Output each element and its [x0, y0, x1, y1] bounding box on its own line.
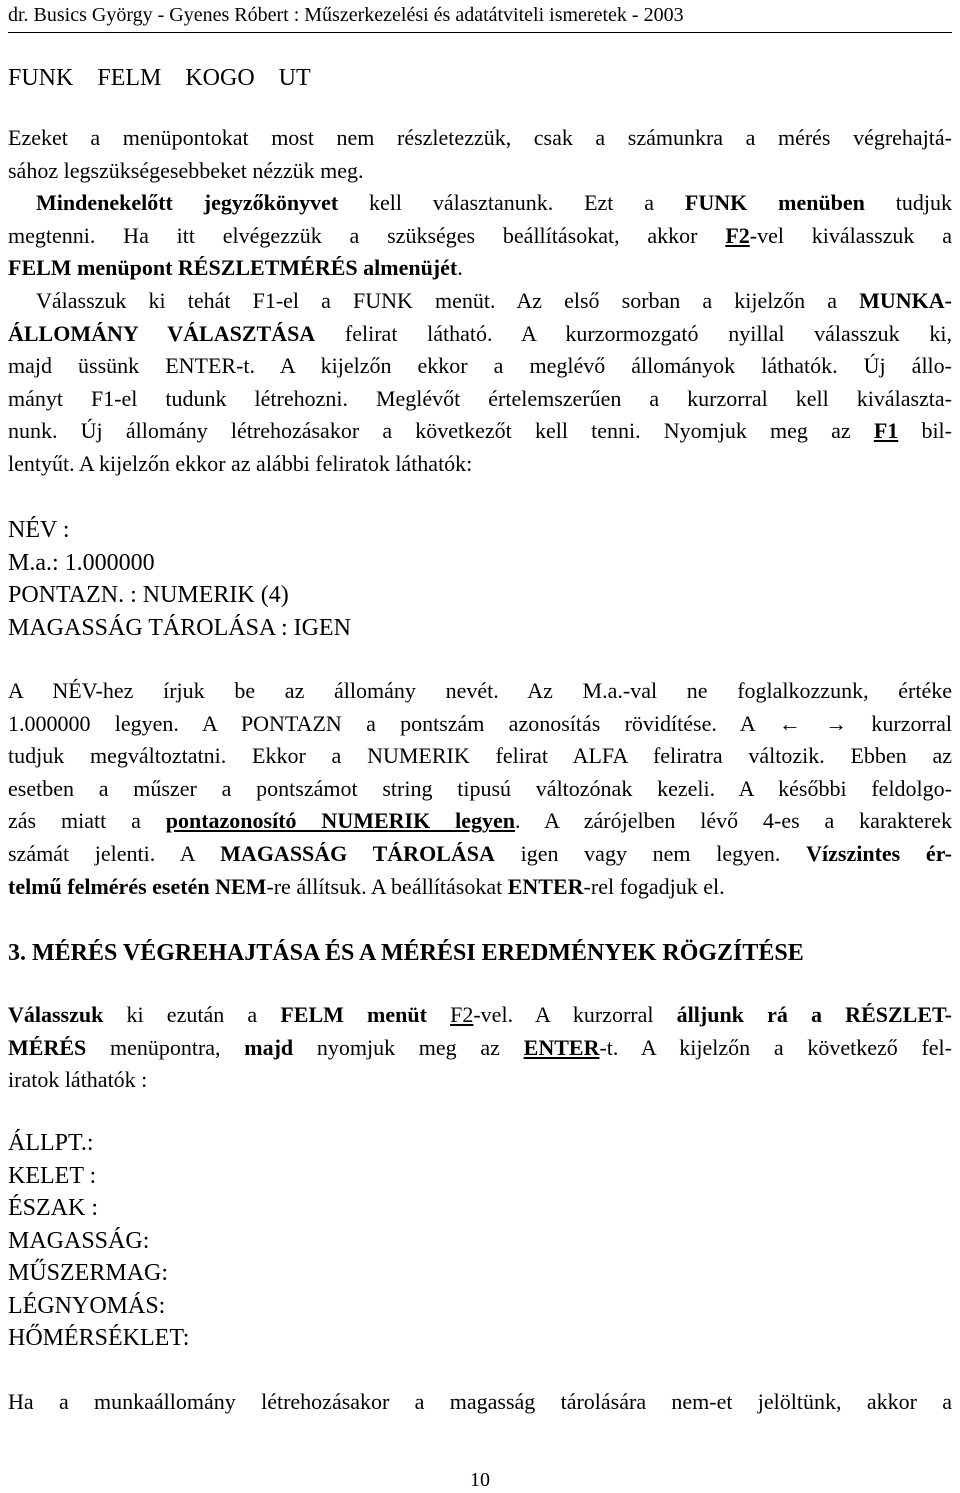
text-line: MAGASSÁG:: [8, 1227, 150, 1254]
text-run: F2: [450, 1002, 474, 1027]
text-line: [8, 252, 952, 285]
text-line: [8, 220, 952, 253]
text-line: M.a.: 1.000000: [8, 549, 155, 576]
text-run: számát jelenti. A: [8, 840, 221, 866]
text-run: MUNKA-: [859, 287, 952, 313]
paragraph-measurement: [8, 999, 952, 1097]
text-run: FELM menüpont RÉSZLETMÉRÉS almenüjét: [8, 255, 458, 281]
header-rule: [8, 32, 952, 33]
text-run: -vel kiválasszuk a: [749, 222, 952, 248]
section-heading: 3. MÉRÉS VÉGREHAJTÁSA ÉS A MÉRÉSI EREDMÉNYEK RÖGZÍTÉSE: [8, 940, 804, 966]
text-run: lentyűt. A kijelzőn ekkor az alábbi feliratok láthatók:: [8, 450, 473, 476]
text-line: [8, 415, 952, 448]
text-run: -t. A kijelzőn a következő fel-: [599, 1034, 952, 1060]
text-line: [8, 805, 952, 838]
text-run: kell választanunk. Ezt a: [338, 190, 685, 216]
text-run: F2: [725, 222, 750, 248]
text-line: [8, 1064, 952, 1097]
text-run: -rel fogadjuk el.: [583, 873, 725, 899]
text-run: .: [457, 255, 463, 281]
text-line: LÉGNYOMÁS:: [8, 1292, 166, 1319]
text-run: majd üssünk ENTER-t. A kijelzőn ekkor a meglévő állományok láthatók. Új állo-: [8, 353, 952, 379]
text-run: -re állítsuk. A beállításokat: [266, 873, 508, 899]
text-run: FUNK menüben: [684, 190, 865, 216]
text-run: tudjuk megváltoztatni. Ekkor a NUMERIK felirat ALFA feliratra változik. Ebben az: [8, 743, 952, 769]
text-run: ENTER: [507, 873, 584, 899]
text-run: nyomjuk meg az: [293, 1034, 524, 1060]
text-run: telmű felmérés esetén NEM: [8, 873, 267, 899]
text-run: MAGASSÁG TÁROLÁSA: [220, 840, 495, 866]
display-block-measurement: [8, 1127, 189, 1355]
text-run: 1.000000 legyen. A PONTAZN a pontszám azonosítás rövidítése. A ← → kurzorral: [8, 710, 952, 736]
text-run: majd: [244, 1034, 294, 1060]
text-run: bil-: [898, 418, 952, 444]
text-run: . A zárójelben lévő 4-es a karakterek: [514, 808, 953, 834]
text-line: [8, 999, 952, 1032]
text-line: [8, 318, 952, 351]
text-line: ÉSZAK :: [8, 1195, 98, 1221]
paragraph-settings: [8, 675, 952, 903]
text-line: [8, 838, 952, 871]
running-header: dr. Busics György - Gyenes Róbert : Műszerkezelési és adatátviteli ismeretek - 2003: [8, 4, 684, 26]
text-line: [8, 122, 952, 155]
text-line: [8, 383, 952, 416]
text-line: [8, 871, 952, 904]
text-run: FELM menüt: [280, 1002, 427, 1027]
text-line: [8, 187, 952, 220]
text-line: HŐMÉRSÉKLET:: [8, 1325, 190, 1351]
text-run: álljunk rá a RÉSZLET-: [676, 1002, 952, 1027]
text-run: Ezeket a menüpontokat most nem részletezzük, csak a számunkra a mérés végrehajtá-: [8, 125, 952, 150]
text-line: [8, 285, 952, 318]
text-line: ÁLLPT.:: [8, 1130, 94, 1156]
text-run: tudjuk: [864, 190, 953, 216]
text-run: A NÉV-hez írjuk be az állomány nevét. Az M.a.-val ne foglalkozzunk, értéke: [8, 678, 952, 703]
text-run: nunk. Új állomány létrehozásakor a következőt kell tenni. Nyomjuk meg az: [8, 418, 874, 444]
text-line: [8, 155, 952, 188]
text-run: felirat látható. A kurzormozgató nyillal válasszuk ki,: [315, 320, 952, 346]
text-line: MŰSZERMAG:: [8, 1260, 169, 1286]
text-run: sához legszükségesebbeket nézzük meg.: [8, 157, 364, 183]
menu-line: FUNK FELM KOGO UT: [8, 65, 311, 91]
display-block-new-file: [8, 514, 351, 644]
text-line: NÉV :: [8, 517, 70, 543]
text-line: MAGASSÁG TÁROLÁSA : IGEN: [8, 614, 351, 641]
page-number: 10: [470, 1469, 490, 1491]
text-line: [8, 740, 952, 773]
paragraph-jegyzokonyv: [8, 122, 952, 481]
paragraph-closing: [8, 1386, 952, 1419]
text-run: Válasszuk: [8, 1002, 104, 1027]
text-run: -vel. A kurzorral: [473, 1002, 677, 1027]
text-run: ki ezután a: [103, 1002, 281, 1027]
text-run: igen vagy nem legyen.: [494, 840, 807, 866]
text-line: [8, 773, 952, 806]
text-run: zás miatt a: [8, 808, 166, 834]
text-line: KELET :: [8, 1162, 97, 1189]
text-line: [8, 448, 952, 481]
text-run: MÉRÉS: [8, 1034, 87, 1060]
text-run: Válasszuk ki tehát F1-el a FUNK menüt. Az első sorban a kijelzőn a: [36, 287, 860, 313]
text-line: PONTAZN. : NUMERIK (4): [8, 582, 289, 608]
text-run: [427, 1002, 450, 1027]
text-line: [8, 1032, 952, 1065]
text-run: megtenni. Ha itt elvégezzük a szükséges beállításokat, akkor: [8, 222, 726, 248]
text-run: ÁLLOMÁNY VÁLASZTÁSA: [8, 320, 316, 346]
text-line: [8, 350, 952, 383]
text-run: menüpontra,: [86, 1034, 245, 1060]
text-run: iratok láthatók :: [8, 1067, 148, 1093]
text-run: Vízszintes ér-: [806, 840, 952, 866]
text-run: Ha a munkaállomány létrehozásakor a magasság tárolására nem-et jelöltünk, akkor a: [8, 1389, 952, 1414]
text-run: ENTER: [523, 1034, 600, 1060]
text-run: esetben a műszer a pontszámot string tipusú változónak kezeli. A későbbi feldolgo-: [8, 775, 952, 801]
text-run: F1: [873, 418, 899, 444]
text-run: Mindenekelőtt jegyzőkönyvet: [36, 190, 339, 216]
text-line: [8, 708, 952, 741]
text-line: [8, 1386, 952, 1419]
text-line: [8, 675, 952, 708]
text-run: mányt F1-el tudunk létrehozni. Meglévőt értelemszerűen a kurzorral kell kiválaszta-: [8, 385, 952, 411]
text-run: pontazonosító NUMERIK legyen: [165, 808, 515, 834]
